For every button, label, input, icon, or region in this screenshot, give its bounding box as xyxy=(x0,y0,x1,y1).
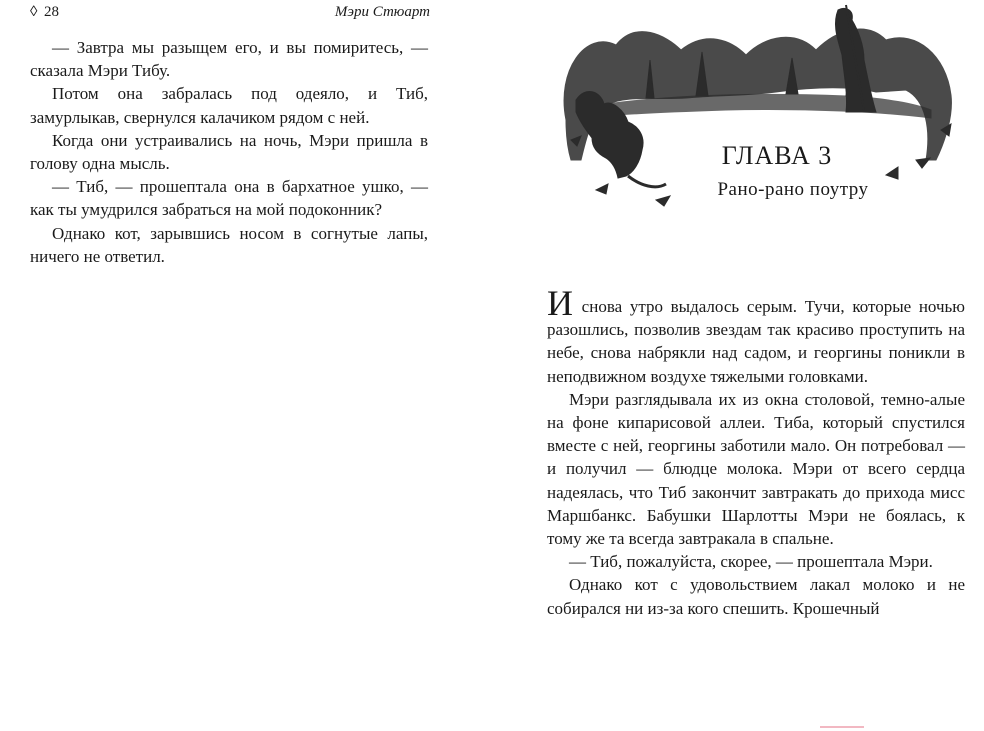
drop-cap: И xyxy=(547,283,573,323)
paragraph: Когда они устраивались на ночь, Мэри пришла в голову одна мысль. xyxy=(30,130,428,174)
running-title: Мэри Стюарт xyxy=(334,4,430,20)
folio-diamond-icon: ◊ xyxy=(30,4,38,20)
running-head xyxy=(30,4,430,24)
page-number: 28 xyxy=(44,4,59,20)
paragraph: — Завтра мы разыщем его, и вы помиритесь, — сказала Мэри Тибу. xyxy=(30,38,428,81)
chapter-label: ГЛАВА 3 xyxy=(721,141,833,170)
paragraph: Мэри разглядывала их из окна столовой, темно-алые на фоне кипарисовой аллеи. Тиба, который спустился вместе с ней, георгины заботили мало. Он потребовал — и получил — блюдце молока. Мэри от всего сердца надеялась, что Тиб закончит завтракать до прихода мисс Маршбанкс. Бабушки Шарлотты Мэри не боялась, к тому же та всегда завтракала в спальне. xyxy=(547,389,965,549)
paragraph: Однако кот, зарывшись носом в согнутые лапы, ничего не ответил. xyxy=(30,223,428,266)
scan-artifact xyxy=(820,726,864,728)
first-paragraph xyxy=(547,283,965,388)
left-page xyxy=(0,0,470,731)
chapter-title: Рано-рано поутру xyxy=(717,179,869,200)
right-page xyxy=(520,0,984,731)
paragraph: — Тиб, — прошептала она в бархатное ушко, — как ты умудрился забраться на мой подоконник? xyxy=(30,177,428,220)
paragraph: Однако кот с удовольствием лакал молоко и не собирался ни из-за кого спешить. Крошечный xyxy=(547,575,965,618)
first-paragraph-text: снова утро выдалось серым. Тучи, которые ночью разошлись, позволив звездам так красиво проступить на небе, снова набрякли над садом, и георгины поникли в неподвижном воздухе тяжелыми головками. xyxy=(547,297,965,386)
paragraph: Потом она забралась под одеяло, и Тиб, замурлыкав, свернулся калачиком рядом с ней. xyxy=(30,84,428,127)
left-text xyxy=(30,36,428,268)
right-text xyxy=(547,283,965,620)
paragraph: — Тиб, пожалуйста, скорее, — прошептала Мэри. xyxy=(569,552,933,572)
